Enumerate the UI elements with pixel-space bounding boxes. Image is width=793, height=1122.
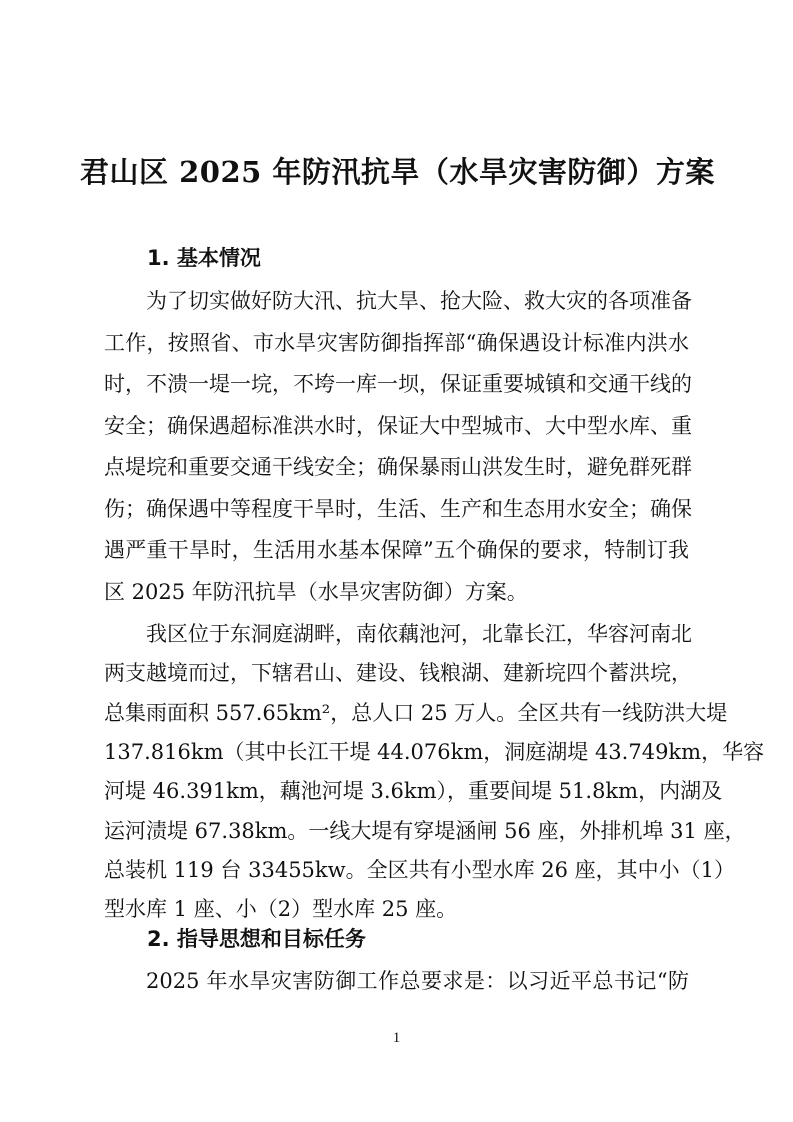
document-title: 君山区 2025 年防汛抗旱（水旱灾害防御）方案 [80,155,715,189]
section-heading-guiding-ideology: 2. 指导思想和目标任务 [147,927,366,951]
text-line: 两支越境而过，下辖君山、建设、钱粮湖、建新垸四个蓄洪垸， [104,661,692,686]
text-line: 我区位于东洞庭湖畔，南依藕池河，北靠长江，华容河南北 [146,622,692,646]
text-line: 遇严重干旱时，生活用水基本保障”五个确保的要求，特制订我 [104,538,689,562]
text-line: 安全；确保遇超标准洪水时，保证大中型城市、大中型水库、重 [104,414,692,438]
text-line: 河堤 46.391km，藕池河堤 3.6km），重要间堤 51.8km，内湖及 [104,779,723,804]
text-line: 时，不溃一堤一垸，不垮一库一坝，保证重要城镇和交通干线的 [104,372,692,396]
text-line: 区 2025 年防汛抗旱（水旱灾害防御）方案。 [104,580,528,604]
text-line: 工作，按照省、市水旱灾害防御指挥部“确保遇设计标准内洪水 [104,331,689,355]
text-line: 型水库 1 座、小（2）型水库 25 座。 [104,897,458,922]
text-line: 运河渍堤 67.38km。一线大堤有穿堤涵闸 56 座，外排机埠 31 座， [104,818,746,843]
text-line: 137.816km（其中长江干堤 44.076km，洞庭湖堤 43.749km，华容 [104,739,765,764]
text-line: 点堤垸和重要交通干线安全；确保暴雨山洪发生时，避免群死群 [104,455,692,479]
text-line: 伤；确保遇中等程度干旱时，生活、生产和生态用水安全；确保 [104,497,692,521]
text-line: 为了切实做好防大汛、抗大旱、抢大险、救大灾的各项准备 [146,289,692,313]
page-number: 1 [392,1030,401,1046]
section-heading-basic-situation: 1. 基本情况 [147,246,261,270]
text-line: 总装机 119 台 33455kw。全区共有小型水库 26 座，其中小（1） [104,857,736,882]
text-line: 2025 年水旱灾害防御工作总要求是：以习近平总书记“防 [146,969,689,993]
text-line: 总集雨面积 557.65km²，总人口 25 万人。全区共有一线防洪大堤 [104,700,728,725]
